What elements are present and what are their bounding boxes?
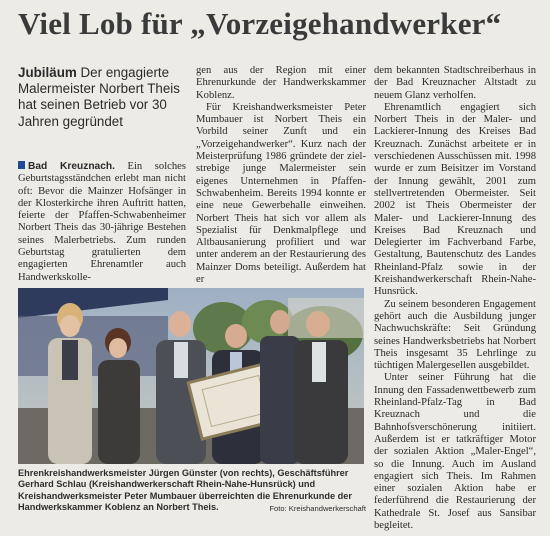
article-column-3 [374, 65, 536, 532]
lead-text: Der engagierte Malermeister Norbert Theis hat seinen Betrieb vor 30 Jahren gegründet [18, 65, 180, 129]
caption-text: Ehrenkreishandwerksmeister Jürgen Günster (von rechts), Geschäftsführer Gerhard Schlau (Kreishandwerkerschaft Rhein-Nahe-Hunsrück) und Kreishandwerksmeister Peter Mumbauer überreichten die Ehrenurkunde der Handwerkskammer Koblenz an Norbert Theis. [18, 468, 352, 513]
article-column-1 [18, 161, 186, 284]
headline: Viel Lob für „Vorzeigehandwerker“ [18, 6, 502, 41]
lead-teaser [18, 65, 186, 130]
paragraph [18, 161, 186, 284]
lead-kicker: Jubiläum [18, 65, 77, 80]
paragraph: gen aus der Region mit einer Ehrenurkunde der Handwerkskammer Koblenz. [196, 65, 366, 101]
col1-text: Ein solches Geburtstagsständchen erlebt man nicht oft: Bevor die Mainzer Hofsänger in der Klosterkirche ihren Auftritt hatten, feierte der Pfaffen-Schwabenheimer Norbert Theis das 30-jährige Bestehen seines Malerbetriebs. Zum runden Geburtstag gratulierten dem engagierten Ehrenamtler auch Handwerkskolle- [18, 161, 186, 283]
dateline-marker [18, 161, 25, 169]
paragraph: Ehrenamtlich engagiert sich Norbert Theis in der Maler- und Lackierer-Innung des Kreises Bad Kreuznach. Zunächst arbeitete er in verschiedenen Ausschüssen mit. 1998 wurde er zum Beisitzer im Vorstand der Innung gewählt, 2001 zum stellvertretenden Obermeister. Seit 2002 ist Theis Obermeister der Maler- und Lackierer-Innung des Kreises Bad Kreuznach und Delegierter im Fachverband Farbe, Gestaltung, Bautenschutz des Landes Rheinland-Pfalz sowie in der Kreishandwerkerschaft Rhein-Nahe-Hunsrück. [374, 101, 536, 298]
photo-credit: Foto: Kreishandwerkerschaft [269, 504, 366, 514]
paragraph: dem bekannten Stadtschreiberhaus in der Bad Kreuznacher Altstadt zu neuem Glanz verholfen. [374, 65, 536, 101]
photo-illustration [18, 288, 364, 464]
dateline: Bad Kreuznach. [28, 161, 115, 172]
group-photo [18, 288, 364, 464]
paragraph: Unter seiner Führung hat die Innung den Fassadenwettbewerb zum Rheinland-Pfalz-Tag in Bad Kreuznach und die Bahnhofsverschönerung initiiert. Außerdem ist er tatkräftiger Motor der sozialen Aktion „Maler-Engel“, so die Innung. Auch im Ausland engagiert sich Theis. Im Rahmen einer sozialen Aktion habe er federführend die Restaurierung der Kathedrale St. Josef aus Sansibar begleitet. [374, 372, 536, 531]
photo-caption [18, 468, 366, 515]
paragraph: Für Kreishandwerksmeister Peter Mumbauer ist Norbert Theis ein Vorbild seiner Zunft und ein „Vorzeigehandwerker“. Kurz nach der Meisterprüfung 1986 gründete der zielstrebige junge Malermeister sein eigenes Unternehmen in Pfaffen-Schwabenheim. Bereits 1994 konnte er eine neue Gewerbehalle einweihen. Norbert Theis hat sich vor allem als Spezialist für Denkmalpflege und Altbausanierung profiliert und war unter anderem an der Restaurierung des Mainzer Doms beteiligt. Außerdem hat er [196, 101, 366, 286]
paragraph: Zu seinem besonderen Engagement gehört auch die Ausbildung junger Nachwuchskräfte: Seit Gründung seines Handwerksbetriebs hat Norbert Theis insgesamt 35 Lehrlinge zu tüchtigen Malergesellen ausgebildet. [374, 298, 536, 372]
article-column-2 [196, 65, 366, 286]
